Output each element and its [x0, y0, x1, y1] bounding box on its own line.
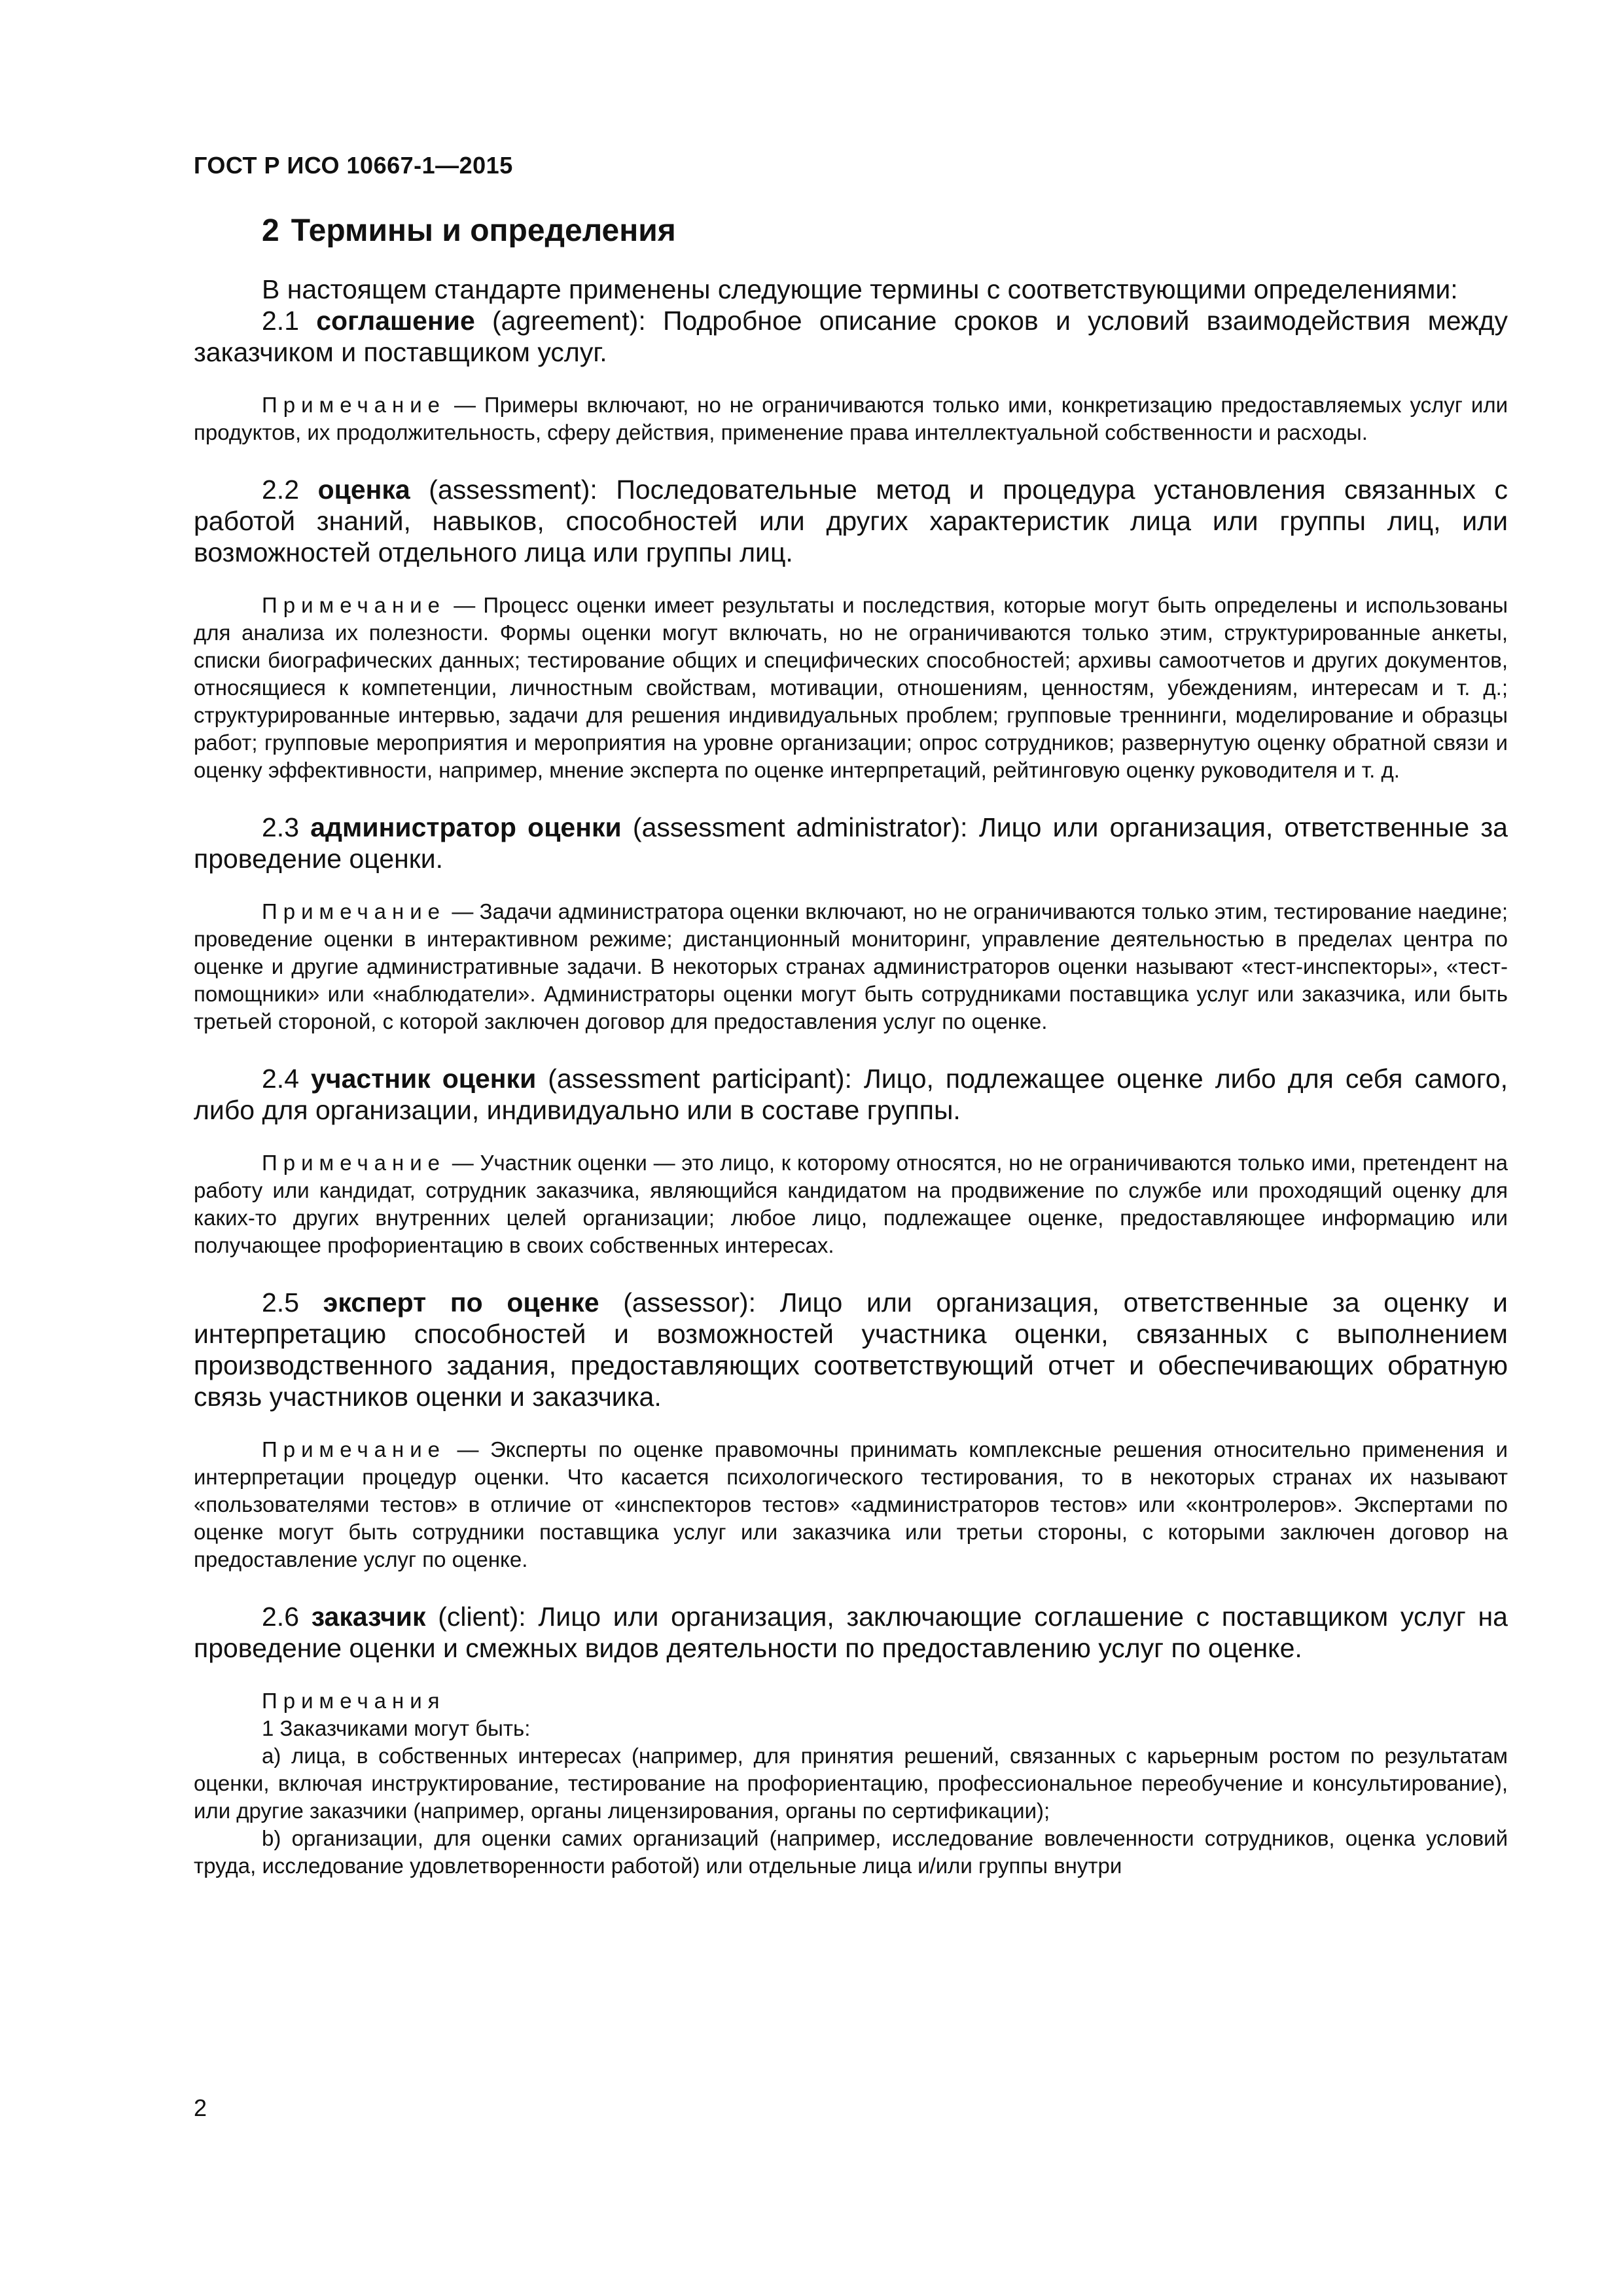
note-label: Примечание: [262, 1150, 446, 1175]
term-name: эксперт по оценке: [323, 1287, 599, 1318]
term-number: 2.1: [262, 305, 299, 336]
client-notes: [194, 1687, 1508, 1880]
term-note: [194, 1436, 1508, 1573]
section-intro: В настоящем стандарте применены следующие термины с соответствующими определениями:: [262, 274, 1458, 304]
term-note: [194, 1149, 1508, 1259]
note-text: — Участник оценки — это лицо, к которому относятся, но не ограничиваются только ими, претендент на работу или кандидат, сотрудник заказчика, являющийся кандидатом на продвижение по службе или проходящий оценку для каких-то других внутренних целей организации; любое лицо, подлежащее оценке, предоставляющее информацию или получающее профориентацию в своих собственных интересах.: [194, 1150, 1508, 1257]
term-english: (assessment):: [429, 474, 597, 505]
notes-label: Примечания: [262, 1688, 446, 1713]
page-content: [194, 212, 1508, 1880]
client-notes-intro: 1 Заказчиками могут быть:: [262, 1715, 531, 1740]
term-entry-assessment: [194, 474, 1508, 568]
section-heading: [262, 212, 1508, 250]
term-entry-client: [194, 1601, 1508, 1664]
note-label: Примечание: [262, 392, 446, 417]
term-definition: Лицо или организация, ответственные за оценку и интерпретацию способностей и возможностей участника оценки, связанных с выполнением производственного задания, предоставляющих соответствующий отчет и обеспечивающих обратную связь участников оценки и заказчика.: [194, 1287, 1508, 1412]
client-notes-item-b: b) организации, для оценки самих организаций (например, исследование вовлеченности сотрудников, оценка условий труда, исследование удовлетворенности работой) или отдельные лица и/или группы внутри: [194, 1825, 1508, 1878]
term-number: 2.3: [262, 812, 299, 842]
term-definition: Последовательные метод и процедура установления связанных с работой знаний, навыков, способностей или других характеристик лица или группы лиц, или возможностей отдельного лица или группы лиц.: [194, 474, 1508, 567]
term-name: администратор оценки: [310, 812, 622, 842]
notes-label-line: [194, 1687, 1508, 1715]
note-text: — Процесс оценки имеет результаты и последствия, которые могут быть определены и использованы для анализа их полезности. Формы оценки могут включать, но не ограничиваются только этим, структурированные анкеты, списки биографических данных; тестирование общих и специфических способностей; архивы самоотчетов и других документов, относящиеся к компетенции, личностным свойствам, мотивации, отношениям, ценностям, убеждениям, интересам и т. д.; структурированные интервью, задачи для решения индивидуальных проблем; групповые треннинги, моделирование и образцы работ; групповые мероприятия и мероприятия на уровне организации; опрос сотрудников; развернутую оценку обратной связи и оценку эффективности, например, мнение эксперта по оценке интерпретаций, рейтинговую оценку руководителя и т. д.: [194, 592, 1508, 782]
term-entry-agreement: [194, 305, 1508, 368]
term-number: 2.2: [262, 474, 299, 505]
term-entry-assessment-administrator: [194, 812, 1508, 874]
term-entry-assessor: [194, 1287, 1508, 1412]
term-definition: Лицо или организация, заключающие соглашение с поставщиком услуг на проведение оценки и смежных видов деятельности по предоставлению услуг по оценке.: [194, 1601, 1508, 1663]
term-definition: Подробное описание сроков и условий взаимодействия между заказчиком и поставщиком услуг.: [194, 305, 1508, 367]
term-name: участник оценки: [310, 1063, 537, 1094]
page-number: 2: [194, 2094, 207, 2121]
term-english: (assessment participant):: [548, 1063, 852, 1094]
term-english: (client):: [438, 1601, 526, 1632]
note-label: Примечание: [262, 899, 446, 924]
note-label: Примечание: [262, 592, 446, 617]
client-notes-item-a: a) лица, в собственных интересах (например, для принятия решений, связанных с карьерным ростом по результатам оценки, включая инструктирование, тестирование на профориентацию, профессиональное переобучение и консультирование), или другие заказчики (например, органы лицензирования, органы по сертификации);: [194, 1743, 1508, 1823]
standard-designation: ГОСТ Р ИСО 10667-1—2015: [194, 152, 513, 179]
section-title: Термины и определения: [291, 213, 676, 248]
term-definition: Лицо, подлежащее оценке либо для себя самого, либо для организации, индивидуально или в составе группы.: [194, 1063, 1508, 1125]
note-text: — Примеры включают, но не ограничиваются только ими, конкретизацию предоставляемых услуг или продуктов, их продолжительность, сферу действия, применение права интеллектуальной собственности и расходы.: [194, 392, 1508, 444]
term-english: (agreement):: [492, 305, 646, 336]
note-text: — Задачи администратора оценки включают, но не ограничиваются только этим, тестирование наедине; проведение оценки в интерактивном режиме; дистанционный мониторинг, управление деятельностью в пределах центра по оценке и другие административные задачи. В некоторых странах администраторов оценки называют «тест-инспекторы», «тест-помощники» или «наблюдатели». Администраторы оценки могут быть сотрудниками поставщика услуг или заказчика, или быть третьей стороной, с которой заключен договор для предоставления услуг по оценке.: [194, 899, 1508, 1033]
note-label: Примечание: [262, 1437, 446, 1462]
term-number: 2.5: [262, 1287, 299, 1318]
term-english: (assessment administrator):: [632, 812, 968, 842]
term-number: 2.4: [262, 1063, 299, 1094]
term-note: [194, 592, 1508, 784]
term-english: (assessor):: [623, 1287, 756, 1318]
term-definition: Лицо или организация, ответственные за проведение оценки.: [194, 812, 1508, 874]
term-entry-assessment-participant: [194, 1063, 1508, 1126]
term-note: [194, 391, 1508, 446]
term-name: заказчик: [311, 1601, 426, 1632]
section-number: 2: [262, 213, 279, 248]
term-note: [194, 898, 1508, 1035]
note-text: — Эксперты по оценке правомочны принимать комплексные решения относительно применения и интерпретации процедур оценки. Что касается психологического тестирования, то в некоторых странах их называют «пользователями тестов» в отличие от «инспекторов тестов» «администраторов тестов» или «контролеров». Экспертами по оценке могут быть сотрудники поставщика услуг или заказчика или третьи стороны, с которыми заключен договор на предоставление услуг по оценке.: [194, 1437, 1508, 1571]
term-number: 2.6: [262, 1601, 299, 1632]
term-name: оценка: [317, 474, 410, 505]
term-name: соглашение: [316, 305, 475, 336]
